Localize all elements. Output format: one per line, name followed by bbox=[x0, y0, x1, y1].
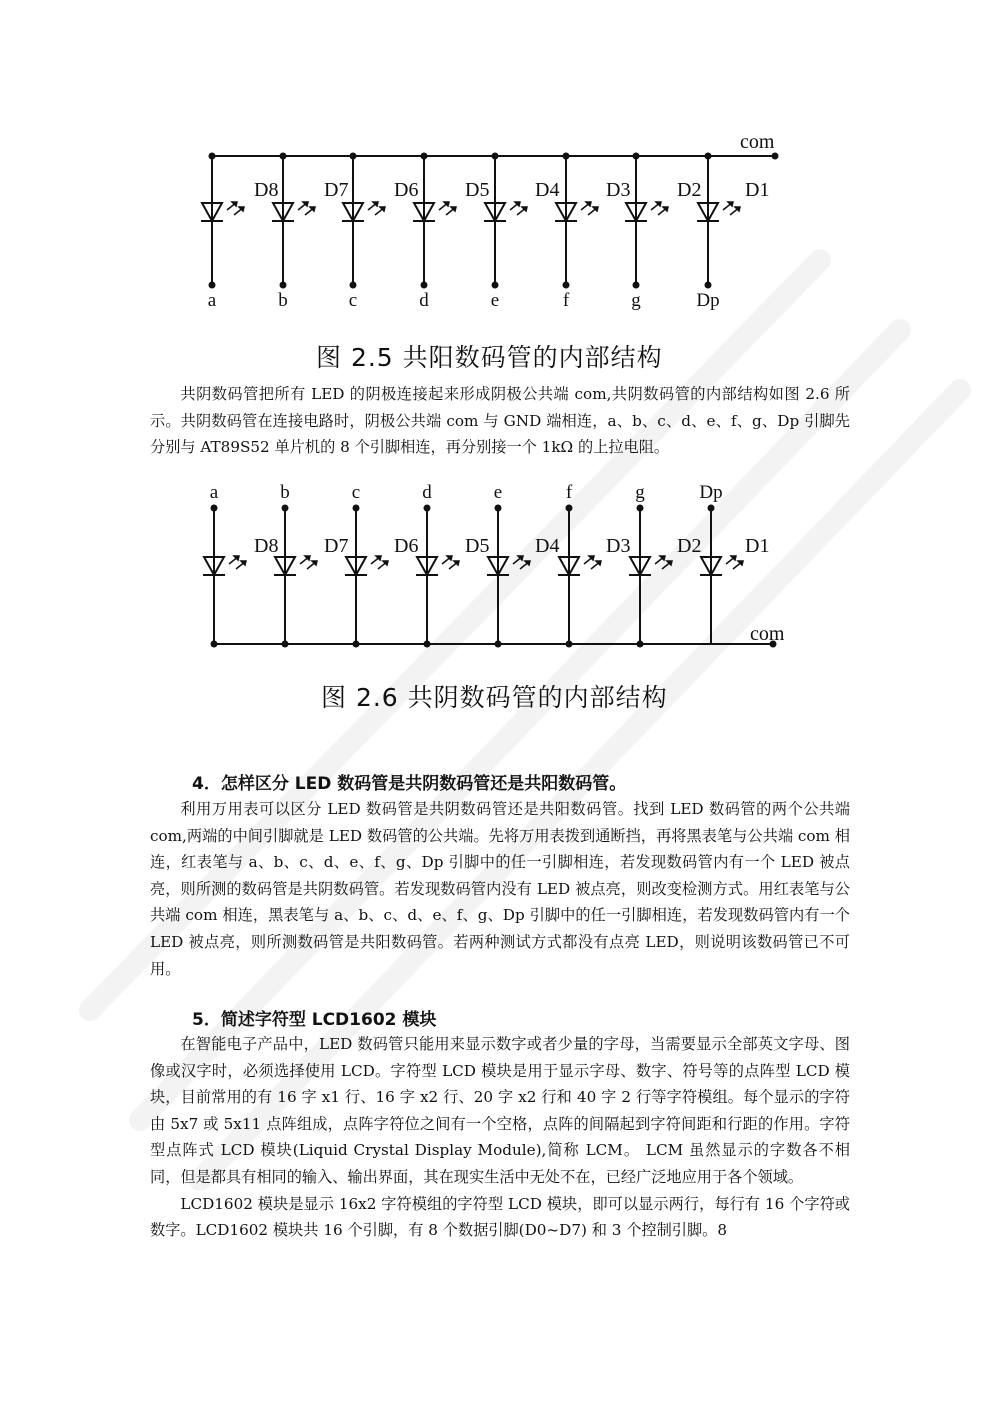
light-emission-icon bbox=[298, 202, 315, 215]
pin-label: b bbox=[278, 290, 288, 311]
led-array bbox=[203, 505, 743, 648]
led-diode-symbol bbox=[342, 202, 385, 221]
light-emission-icon bbox=[442, 556, 459, 569]
pin-label: Dp bbox=[699, 482, 723, 503]
light-emission-icon bbox=[300, 556, 317, 569]
pin-dot bbox=[633, 282, 640, 289]
led-diode-symbol bbox=[203, 556, 246, 575]
light-emission-icon bbox=[655, 556, 672, 569]
diode-label: D6 bbox=[394, 535, 419, 557]
diode-labels bbox=[254, 535, 769, 557]
light-emission-icon bbox=[368, 202, 385, 215]
pin-label: Dp bbox=[696, 290, 720, 311]
led-diode-symbol bbox=[484, 202, 527, 221]
pin-dot bbox=[705, 282, 712, 289]
diode-label: D5 bbox=[465, 179, 490, 201]
diode-label: D4 bbox=[535, 179, 560, 201]
light-emission-icon bbox=[439, 202, 456, 215]
pin-dot bbox=[424, 505, 431, 512]
pin-label: g bbox=[631, 290, 641, 311]
led-diode-symbol bbox=[487, 556, 530, 575]
paragraph-text: LCD1602 模块是显示 16x2 字符模组的字符型 LCD 模块，即可以显示两行，每行有 16 个字符或数字。LCD1602 模块共 16 个引脚，有 8 个数据引脚(D0~D7) 和 3 个控制引脚。8 bbox=[150, 1194, 850, 1240]
light-emission-icon bbox=[229, 556, 246, 569]
diode-label: D4 bbox=[535, 535, 560, 557]
pin-dot bbox=[492, 282, 499, 289]
pin-label: a bbox=[209, 482, 219, 503]
diode-label: D2 bbox=[677, 179, 702, 201]
led-diode-symbol bbox=[272, 202, 315, 221]
section-5-heading: 5．简述字符型 LCD1602 模块 bbox=[192, 1010, 437, 1030]
diode-label: D3 bbox=[606, 535, 631, 557]
light-emission-icon bbox=[651, 202, 668, 215]
pin-labels bbox=[210, 482, 723, 503]
diode-labels bbox=[254, 179, 769, 201]
junction-dot bbox=[209, 153, 216, 160]
diode-label: D1 bbox=[745, 535, 770, 557]
light-emission-icon bbox=[371, 556, 388, 569]
paragraph-common-cathode bbox=[150, 381, 850, 461]
pin-label: b bbox=[280, 482, 290, 503]
diode-label: D7 bbox=[324, 179, 349, 201]
pin-label: c bbox=[351, 482, 361, 503]
pin-dot bbox=[211, 505, 218, 512]
paragraph-text: 共阴数码管把所有 LED 的阴极连接起来形成阴极公共端 com,共阴数码管的内部结构如图 2.6 所示。共阴数码管在连接电路时，阴极公共端 com 与 GND 端相连，a、b、c、d、e、f、g、Dp 引脚先分别与 AT89S52 单片机的 8 个引脚相连，再分别接一个 1kΩ 的上拉电阻。 bbox=[150, 385, 850, 457]
diode-label: D5 bbox=[465, 535, 490, 557]
pin-label: a bbox=[207, 290, 217, 311]
junction-dot bbox=[495, 641, 502, 648]
figure-2-5-diagram bbox=[0, 0, 993, 330]
led-diode-symbol bbox=[629, 556, 672, 575]
junction-dot bbox=[705, 153, 712, 160]
diode-label: D1 bbox=[745, 179, 770, 201]
pin-label: d bbox=[422, 482, 432, 503]
led-diode-symbol bbox=[416, 556, 459, 575]
led-diode-symbol bbox=[555, 202, 598, 221]
diode-label: D8 bbox=[254, 179, 279, 201]
led-array bbox=[201, 153, 740, 289]
led-diode-symbol bbox=[413, 202, 456, 221]
junction-dot bbox=[492, 153, 499, 160]
junction-dot bbox=[353, 641, 360, 648]
led-diode-symbol bbox=[697, 202, 740, 221]
figure-2-6-caption: 图 2.6 共阴数码管的内部结构 bbox=[321, 683, 668, 712]
led-diode-symbol bbox=[274, 556, 317, 575]
light-emission-icon bbox=[510, 202, 527, 215]
pin-dot bbox=[708, 505, 715, 512]
light-emission-icon bbox=[584, 556, 601, 569]
light-emission-icon bbox=[227, 202, 244, 215]
pin-labels bbox=[208, 290, 720, 311]
junction-dot bbox=[350, 153, 357, 160]
junction-dot bbox=[566, 641, 573, 648]
junction-dot bbox=[424, 641, 431, 648]
junction-dot bbox=[211, 641, 218, 648]
light-emission-icon bbox=[726, 556, 743, 569]
diode-label: D6 bbox=[394, 179, 419, 201]
light-emission-icon bbox=[513, 556, 530, 569]
paragraph-text: 在智能电子产品中，LED 数码管只能用来显示数字或者少量的字母，当需要显示全部英文字母、图像或汉字时，必须选择使用 LCD。字符型 LCD 模块是用于显示字母、数字、符号等的点阵型 LCD 模块，目前常用的有 16 字 x1 行、16 字 x2 行、20 字 x2 行和 40 字 2 行等字符模组。每个显示的字符由 5x7 或 5x11 点阵组成，点阵字符位之间有一个空格，点阵的间隔起到字符间距和行距的作用。字符型点阵式 LCD 模块(Liquid Crystal Display Module),简称 LCM。 LCM 虽然显示的字数各不相同，但是都具有相同的输入、输出界面，其在现实生活中无处不在，已经广泛地应用于各个领域。 bbox=[150, 1035, 850, 1186]
light-emission-icon bbox=[723, 202, 740, 215]
com-label: com bbox=[740, 131, 775, 153]
pin-dot bbox=[637, 505, 644, 512]
section-4-body bbox=[150, 796, 850, 982]
led-diode-symbol bbox=[201, 202, 244, 221]
diode-label: D2 bbox=[677, 535, 702, 557]
led-diode-symbol bbox=[625, 202, 668, 221]
pin-label: e bbox=[493, 482, 503, 503]
figure-2-5-caption: 图 2.5 共阳数码管的内部结构 bbox=[316, 343, 663, 372]
junction-dot bbox=[280, 153, 287, 160]
pin-label: e bbox=[490, 290, 500, 311]
diode-label: D8 bbox=[254, 535, 279, 557]
pin-label: d bbox=[419, 290, 429, 311]
pin-dot bbox=[282, 505, 289, 512]
pin-dot bbox=[495, 505, 502, 512]
junction-dot bbox=[633, 153, 640, 160]
led-diode-symbol bbox=[558, 556, 601, 575]
section-4-heading: 4．怎样区分 LED 数码管是共阴数码管还是共阳数码管。 bbox=[192, 774, 627, 794]
junction-dot bbox=[563, 153, 570, 160]
pin-dot bbox=[563, 282, 570, 289]
com-label: com bbox=[750, 623, 785, 645]
junction-dot bbox=[421, 153, 428, 160]
pin-dot bbox=[280, 282, 287, 289]
pin-dot bbox=[350, 282, 357, 289]
figure-2-6-diagram bbox=[0, 470, 993, 670]
pin-label: f bbox=[565, 482, 573, 503]
light-emission-icon bbox=[581, 202, 598, 215]
pin-dot bbox=[421, 282, 428, 289]
junction-dot bbox=[637, 641, 644, 648]
section-5-body bbox=[150, 1031, 850, 1244]
pin-label: g bbox=[635, 482, 645, 503]
pin-dot bbox=[566, 505, 573, 512]
pin-label: f bbox=[562, 290, 570, 311]
led-diode-symbol bbox=[700, 556, 743, 575]
led-diode-symbol bbox=[345, 556, 388, 575]
diode-label: D7 bbox=[324, 535, 349, 557]
pin-label: c bbox=[348, 290, 358, 311]
com-terminal-dot bbox=[772, 153, 779, 160]
pin-dot bbox=[209, 282, 216, 289]
pin-dot bbox=[353, 505, 360, 512]
diode-label: D3 bbox=[606, 179, 631, 201]
junction-dot bbox=[282, 641, 289, 648]
paragraph-text: 利用万用表可以区分 LED 数码管是共阴数码管还是共阳数码管。找到 LED 数码管的两个公共端 com,两端的中间引脚就是 LED 数码管的公共端。先将万用表拨到通断挡，再将黑表笔与公共端 com 相连，红表笔与 a、b、c、d、e、f、g、Dp 引脚中的任一引脚相连，若发现数码管内有一个 LED 被点亮，则所测的数码管是共阴数码管。若发现数码管内没有 LED 被点亮，则改变检测方式。用红表笔与公共端 com 相连，黑表笔与 a、b、c、d、e、f、g、Dp 引脚中的任一引脚相连，若发现数码管内有一个 LED 被点亮，则所测数码管是共阳数码管。若两种测试方式都没有点亮 LED，则说明该数码管已不可用。 bbox=[150, 800, 850, 978]
